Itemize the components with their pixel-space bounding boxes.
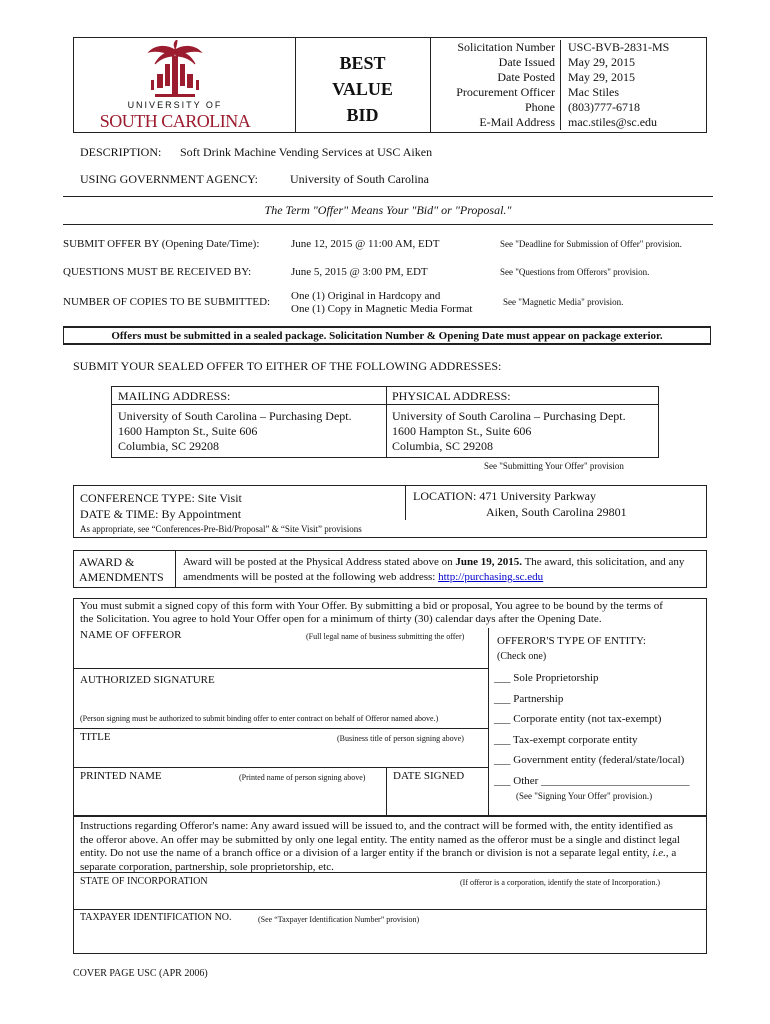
entity-corporate[interactable]: ___ Corporate entity (not tax-exempt): [494, 713, 662, 725]
entity-tax-exempt[interactable]: ___ Tax-exempt corporate entity: [494, 733, 638, 746]
sealed-package-notice: Offers must be submitted in a sealed package. Solicitation Number & Opening Date must appear on package exterior.: [63, 326, 711, 345]
logo-top-text: UNIVERSITY OF: [127, 100, 223, 110]
entity-options[interactable]: [494, 668, 690, 791]
offeror-vdivider: [488, 628, 489, 816]
name-of-offeror-note: (Full legal name of business submitting the offer): [306, 632, 465, 641]
instructions-line-2: the offeror above. An offer may be submitted by only one legal entity. The entity named as the offeror must be a single and distinct legal: [80, 833, 680, 846]
email-label: E-Mail Address: [479, 115, 555, 129]
submit-offer-note: See "Deadline for Submission of Offer" provision.: [500, 239, 682, 249]
date-issued-label: Date Issued: [498, 55, 555, 69]
solicitation-number-label: Solicitation Number: [457, 40, 555, 54]
solicitation-info-labels: [432, 40, 555, 130]
phone-value: (803)777-6718: [568, 100, 640, 114]
title-line-2: VALUE: [332, 79, 393, 99]
instructions-text: [80, 820, 680, 874]
questions-label: QUESTIONS MUST BE RECEIVED BY:: [63, 266, 252, 278]
mailing-line-1: University of South Carolina – Purchasing Dept.: [118, 409, 352, 423]
offer-term-rule: [63, 196, 713, 197]
agency-value: University of South Carolina: [290, 172, 429, 186]
mailing-address-body: [118, 409, 352, 454]
description-value: Soft Drink Machine Vending Services at USC Aiken: [180, 145, 433, 159]
offeror-rule-3: [73, 767, 488, 768]
questions-note: See "Questions from Offerors" provision.: [500, 267, 650, 277]
title-note: (Business title of person signing above): [337, 734, 464, 743]
physical-line-3: Columbia, SC 29208: [392, 439, 494, 453]
conference-type: CONFERENCE TYPE: Site Visit: [80, 491, 242, 505]
title-line-1: BEST: [339, 53, 386, 73]
award-text-line-2: [183, 570, 684, 585]
description-label: DESCRIPTION:: [80, 145, 162, 159]
purchasing-url-link[interactable]: http://purchasing.sc.edu: [438, 571, 544, 583]
footer-form-id: COVER PAGE USC (APR 2006): [73, 968, 208, 979]
logo-bottom-text: SOUTH CAROLINA: [99, 111, 251, 131]
physical-address-title: PHYSICAL ADDRESS:: [392, 389, 511, 403]
offer-term-text: The Term "Offer" Means Your "Bid" or "Proposal.": [264, 203, 512, 217]
instructions-line-4: separate corporation, partnership, sole proprietorship, etc.: [80, 860, 334, 873]
award-text-c: amendments will be posted at the following web address:: [183, 571, 439, 583]
conference-location-1: LOCATION: 471 University Parkway: [413, 489, 596, 503]
palmetto-tree-icon: [95, 40, 255, 104]
award-date: June 19, 2015.: [455, 556, 523, 568]
mailing-line-2: 1600 Hampton St., Suite 606: [118, 424, 258, 438]
name-of-offeror-label: NAME OF OFFEROR: [80, 629, 182, 641]
state-of-incorporation-note: (If offeror is a corporation, identify the state of Incorporation.): [460, 878, 660, 887]
physical-line-2: 1600 Hampton St., Suite 606: [392, 424, 532, 438]
info-value-divider: [560, 40, 561, 130]
addresses-heading: SUBMIT YOUR SEALED OFFER TO EITHER OF THE FOLLOWING ADDRESSES:: [73, 359, 502, 373]
conference-datetime: DATE & TIME: By Appointment: [80, 507, 242, 521]
entity-check-one: (Check one): [497, 651, 547, 662]
entity-sole-proprietorship[interactable]: ___ Sole Proprietorship: [494, 672, 599, 684]
conference-divider: [405, 485, 406, 520]
entity-note: (See "Signing Your Offer" provision.): [516, 791, 653, 801]
date-posted-value: May 29, 2015: [568, 70, 635, 84]
addresses-table-hdivider: [111, 404, 659, 405]
mailing-line-3: Columbia, SC 29208: [118, 439, 220, 453]
submitting-offer-note: See "Submitting Your Offer" provision: [484, 461, 624, 471]
award-label-1: AWARD &: [79, 555, 135, 569]
printed-name-note: (Printed name of person signing above): [239, 773, 366, 782]
instructions-tail: , a: [665, 847, 677, 859]
solicitation-info-values: [568, 40, 704, 130]
printed-name-label: PRINTED NAME: [80, 770, 162, 782]
header-divider-2: [430, 37, 431, 133]
questions-value: June 5, 2015 @ 3:00 PM, EDT: [291, 266, 428, 278]
entity-type-title: OFFEROR'S TYPE OF ENTITY:: [497, 635, 646, 647]
entity-other[interactable]: ___ Other ___________________________: [494, 774, 690, 787]
offeror-rule-2: [73, 728, 488, 729]
date-signed-label: DATE SIGNED: [393, 770, 465, 782]
document-title: [300, 50, 425, 128]
offeror-intro-2: the Solicitation. You agree to hold Your Offer open for a minimum of thirty (30) calendar days after the Opening Date.: [80, 613, 602, 625]
date-signed-divider: [386, 767, 387, 816]
conference-note: As appropriate, see “Conferences-Pre-Bid/Proposal” & “Site Visit” provisions: [80, 524, 362, 534]
instructions-rule: [73, 872, 707, 873]
copies-value-line-1: One (1) Original in Hardcopy and: [291, 290, 441, 302]
award-text-b: The award, this solicitation, and any: [522, 556, 685, 568]
title-label: TITLE: [80, 731, 111, 743]
entity-partnership[interactable]: ___ Partnership: [494, 692, 564, 705]
instructions-ie: i.e.: [652, 847, 666, 859]
physical-address-body: [392, 409, 626, 454]
copies-value: [291, 290, 472, 316]
addresses-table-vdivider: [386, 386, 387, 458]
taxpayer-id-note: (See “Taxpayer Identification Number” provision): [258, 915, 420, 924]
copies-value-line-2: One (1) Copy in Magnetic Media Format: [291, 303, 473, 315]
date-posted-label: Date Posted: [497, 70, 555, 84]
entity-government[interactable]: ___ Government entity (federal/state/local): [494, 754, 685, 766]
physical-line-1: University of South Carolina – Purchasing Dept.: [392, 409, 626, 423]
usc-logo: [95, 40, 255, 132]
authorized-signature-label: AUTHORIZED SIGNATURE: [80, 674, 215, 686]
offeror-rule-1: [73, 668, 488, 669]
copies-label: NUMBER OF COPIES TO BE SUBMITTED:: [63, 296, 271, 308]
date-issued-value: May 29, 2015: [568, 55, 635, 69]
offer-term-rule-bottom: [63, 224, 713, 225]
title-line-3: BID: [346, 105, 379, 125]
award-text: [183, 555, 684, 585]
award-label: [79, 555, 164, 585]
solicitation-number-value: USC-BVB-2831-MS: [568, 40, 670, 54]
email-value: mac.stiles@sc.edu: [568, 115, 658, 129]
phone-label: Phone: [525, 100, 555, 114]
procurement-officer-value: Mac Stiles: [568, 85, 619, 99]
copies-note: See "Magnetic Media" provision.: [503, 297, 624, 307]
submit-offer-label: SUBMIT OFFER BY (Opening Date/Time):: [63, 238, 260, 250]
header-divider-1: [295, 37, 296, 133]
instructions-line-3: [80, 847, 680, 861]
offeror-intro: [80, 600, 663, 626]
instructions-line-1: Instructions regarding Offeror's name: Any award issued will be issued to, and the contract will be formed with, the entity identified as: [80, 820, 673, 832]
instructions-line-3-text: entity. Do not use the name of a branch office or a division of a larger entity if the branch or division is not a separate legal entity,: [80, 847, 653, 859]
incorporation-rule: [73, 909, 707, 910]
state-of-incorporation-label: STATE OF INCORPORATION: [80, 876, 208, 887]
conference-location-2: Aiken, South Carolina 29801: [486, 505, 627, 519]
mailing-address-title: MAILING ADDRESS:: [118, 389, 231, 403]
award-text-a: Award will be posted at the Physical Address stated above on: [183, 556, 456, 568]
award-divider: [175, 550, 176, 588]
taxpayer-id-label: TAXPAYER IDENTIFICATION NO.: [80, 912, 232, 923]
award-text-line-1: [183, 555, 684, 570]
offeror-intro-1: You must submit a signed copy of this form with Your Offer. By submitting a bid or proposal, You agree to be bound by the terms of: [80, 600, 663, 612]
agency-label: USING GOVERNMENT AGENCY:: [80, 172, 259, 186]
award-label-2: AMENDMENTS: [79, 570, 164, 584]
submit-offer-value: June 12, 2015 @ 11:00 AM, EDT: [291, 238, 440, 250]
authorized-signature-note: (Person signing must be authorized to submit binding offer to enter contract on behalf of Offeror named above.): [80, 714, 439, 723]
procurement-officer-label: Procurement Officer: [456, 85, 555, 99]
